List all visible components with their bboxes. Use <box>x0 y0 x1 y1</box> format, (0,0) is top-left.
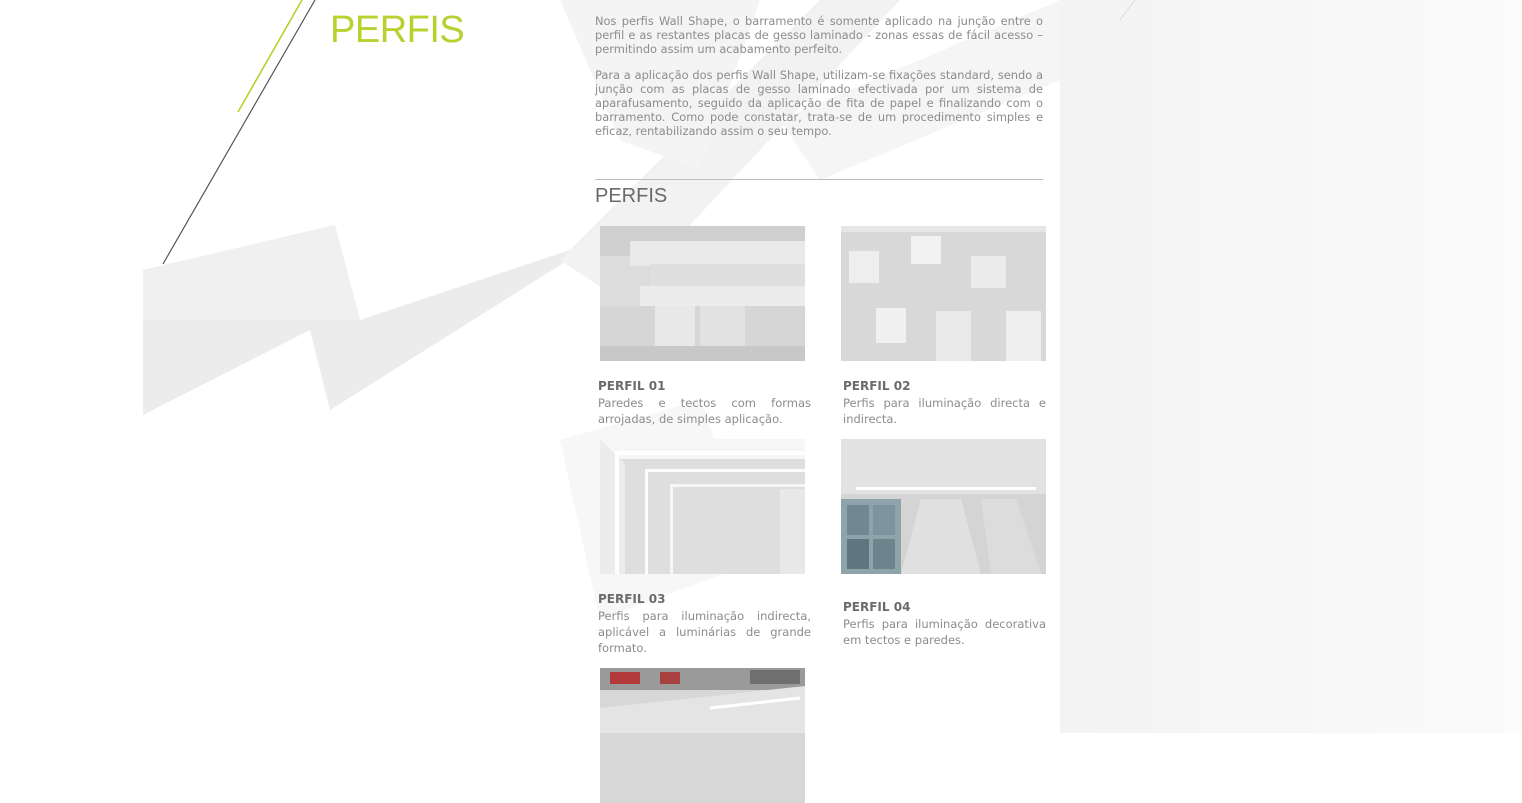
profile-05-image[interactable] <box>600 668 805 803</box>
profile-name: PERFIL 02 <box>843 379 911 393</box>
profile-description: Perfis para iluminação directa e indirecta. <box>843 396 1046 426</box>
profile-name: PERFIL 03 <box>598 592 666 606</box>
page-title: PERFIS <box>330 9 465 51</box>
profile-description: Perfis para iluminação decorativa em tectos e paredes. <box>843 617 1046 647</box>
profile-01-image[interactable] <box>600 226 805 361</box>
profile-description: Paredes e tectos com formas arrojadas, de simples aplicação. <box>598 396 811 426</box>
profile-03-image[interactable] <box>600 439 805 574</box>
intro-paragraph-2: Para a aplicação dos perfis Wall Shape, utilizam-se fixações standard, sendo a junção com as placas de gesso laminado efectivada por um sistema de aparafusamento, seguido da aplicação de fita de papel e finalizando com o barramento. Como pode constatar, trata-se de um procedimento simples e eficaz, rentabilizando assim o seu tempo. <box>595 68 1043 138</box>
profile-04-image[interactable] <box>841 439 1046 574</box>
section-divider <box>595 179 1043 180</box>
profile-name: PERFIL 01 <box>598 379 666 393</box>
section-title: PERFIS <box>595 185 668 207</box>
intro-text <box>595 14 1043 150</box>
profile-description: Perfis para iluminação indirecta, aplicável a luminárias de grande formato. <box>598 609 811 655</box>
profile-02-image[interactable] <box>841 226 1046 361</box>
intro-paragraph-1: Nos perfis Wall Shape, o barramento é somente aplicado na junção entre o perfil e as restantes placas de gesso laminado - zonas essas de fácil acesso – permitindo assim um acabamento perfeito. <box>595 14 1043 56</box>
profile-name: PERFIL 04 <box>843 600 911 614</box>
